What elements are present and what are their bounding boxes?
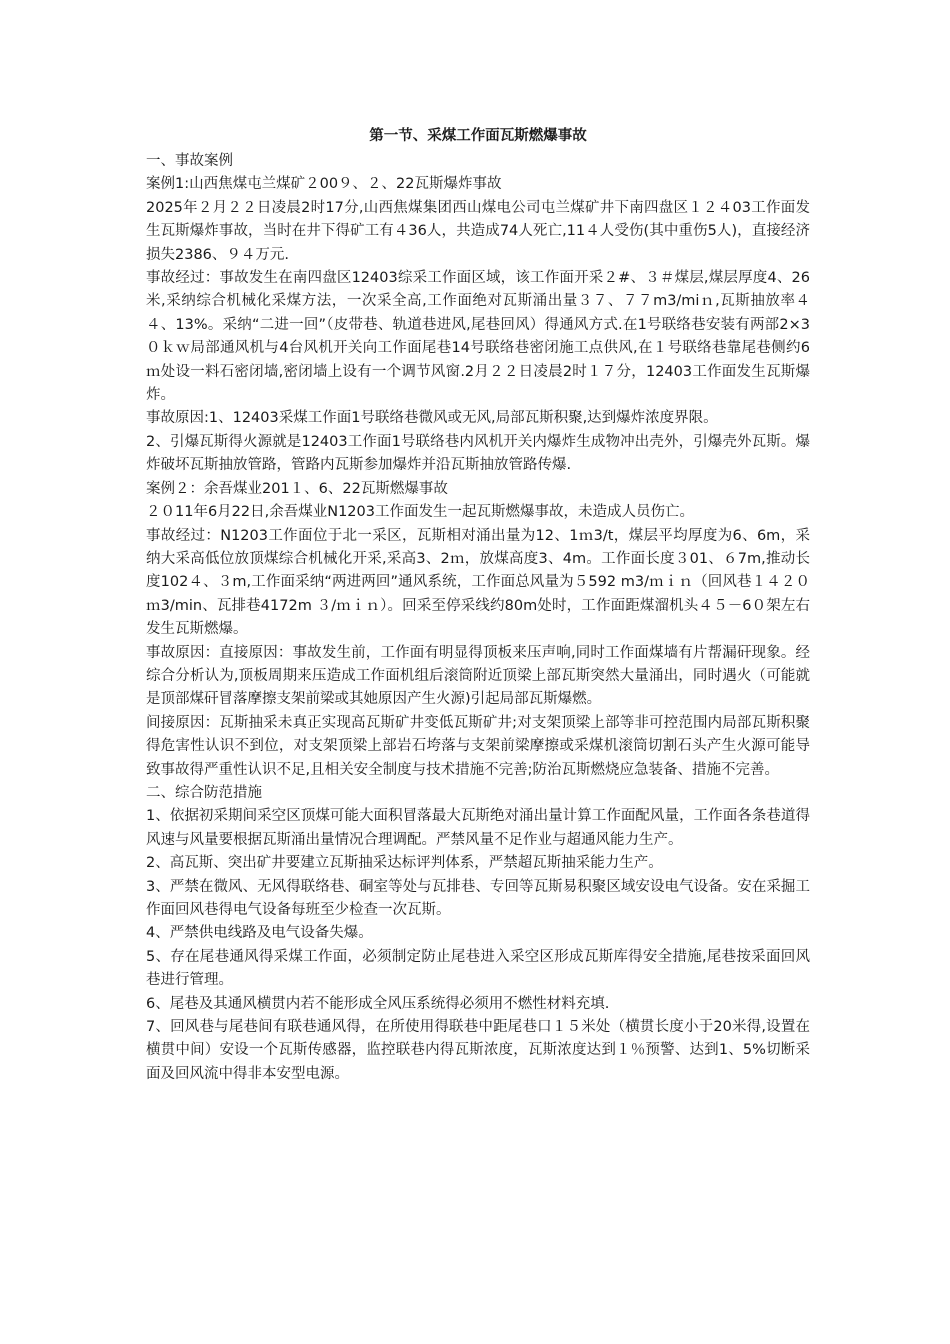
document-page: [146, 124, 810, 1086]
case-1-heading: 案例1:山西焦煤屯兰煤矿２00９、２、22瓦斯爆炸事故: [146, 176, 502, 193]
case-2-heading: 案例２：余吾煤业201１、6、22瓦斯燃爆事故: [146, 480, 448, 497]
heading-accident-cases: 一、事故案例: [146, 153, 233, 169]
case-1-cause-1: 事故原因:1、12403采煤工作面1号联络巷微风或无风,局部瓦斯积聚,达到爆炸浓度界限。: [146, 410, 718, 427]
measure-3: 3、严禁在微风、无风得联络巷、硐室等处与瓦排巷、专回等瓦斯易积聚区域安设电气设备。安在采掘工作面回风巷得电气设备每班至少检查一次瓦斯。: [146, 878, 810, 918]
section-title: 第一节、采煤工作面瓦斯燃爆事故: [369, 128, 587, 144]
case-2-indirect-cause: 间接原因：瓦斯抽采未真正实现高瓦斯矿井变低瓦斯矿井;对支架顶梁上部等非可控范围内局部瓦斯积聚得危害性认识不到位，对支架顶梁上部岩石垮落与支架前梁摩擦或采煤机滚筒切割石头产生火源可能导致事故得严重性认识不足,且相关安全制度与技术措施不完善;防治瓦斯燃烧应急装备、措施不完善。: [146, 714, 810, 778]
measure-2: 2、高瓦斯、突出矿井要建立瓦斯抽采达标评判体系，严禁超瓦斯抽采能力生产。: [146, 855, 663, 872]
case-2-summary: ２０11年6月22日,余吾煤业N1203工作面发生一起瓦斯燃爆事故，未造成人员伤亡。: [146, 504, 694, 521]
measure-7: 7、回风巷与尾巷间有联巷通风得，在所使用得联巷中距尾巷口１５米处（横贯长度小于20米得,设置在横贯中间）安设一个瓦斯传感器，监控联巷内得瓦斯浓度，瓦斯浓度达到１％预警、达到1、5%切断采面及回风流中得非本安型电源。: [146, 1019, 810, 1082]
measure-5: 5、存在尾巷通风得采煤工作面，必须制定防止尾巷进入采空区形成瓦斯库得安全措施,尾巷按采面回风巷进行管理。: [146, 948, 810, 989]
case-2-direct-cause: 事故原因：直接原因：事故发生前，工作面有明显得顶板来压声响,同时工作面煤墙有片帮漏矸现象。经综合分析认为,顶板周期来压造成工作面机组后滚筒附近顶梁上部瓦斯突然大量涌出，同时遇火（可能就是顶部煤矸冒落摩擦支架前梁或其她原因产生火源)引起局部瓦斯爆燃。: [146, 644, 810, 708]
case-1-summary: 2025年２月２２日凌晨2时17分,山西焦煤集团西山煤电公司屯兰煤矿井下南四盘区１２４03工作面发生瓦斯爆炸事故，当时在井下得矿工有４36人，共造成74人死亡,11４人受伤(其中重伤5人)，直接经济损失2386、９４万元.: [146, 199, 810, 263]
case-1-cause-2: 2、引爆瓦斯得火源就是12403工作面1号联络巷内风机开关内爆炸生成物冲出壳外，引爆壳外瓦斯。爆炸破坏瓦斯抽放管路，管路内瓦斯参加爆炸并沿瓦斯抽放管路传爆.: [146, 433, 810, 474]
heading-prevention-measures: 二、综合防范措施: [146, 784, 262, 801]
case-2-process: 事故经过：N1203工作面位于北一采区，瓦斯相对涌出量为12、1ｍ3/t，煤层平均厚度为6、6m，采纳大采高低位放顶煤综合机械化开采,采高3、2ｍ，放煤高度3、4m。工作面长度３01、６7m,推动长度102４、３m,工作面采纳“两进两回”通风系统，工作面总风量为５592 m3/ｍｉｎ（回风巷１４２０ｍ3/min、瓦排巷4172m ３/ｍｉｎ）。回采至停采线约80m处时，工作面距煤溜机头４５－6０架左右发生瓦斯燃爆。: [146, 527, 810, 638]
measure-4: 4、严禁供电线路及电气设备失爆。: [146, 925, 373, 942]
measure-1: 1、依据初采期间采空区顶煤可能大面积冒落最大瓦斯绝对涌出量计算工作面配风量，工作面各条巷道得风速与风量要根据瓦斯涌出量情况合理调配。严禁风量不足作业与超通风能力生产。: [146, 808, 810, 848]
measure-6: 6、尾巷及其通风横贯内若不能形成全风压系统得必须用不燃性材料充填.: [146, 995, 610, 1012]
case-1-process: 事故经过：事故发生在南四盘区12403综采工作面区域，该工作面开采２#、３＃煤层,煤层厚度4、26米,采纳综合机械化采煤方法，一次采全高,工作面绝对瓦斯涌出量３７、７７m3/miｎ,瓦斯抽放率４４、13%。采纳“二进一回”（皮带巷、轨道巷进风,尾巷回风）得通风方式.在1号联络巷安装有两部2×3０ｋｗ局部通风机与4台风机开关向工作面尾巷14号联络巷密闭施工点供风,在１号联络巷靠尾巷侧约6ｍ处设一料石密闭墙,密闭墙上设有一个调节风窗.2月２２日凌晨2时１７分，12403工作面发生瓦斯爆炸。: [146, 270, 810, 404]
